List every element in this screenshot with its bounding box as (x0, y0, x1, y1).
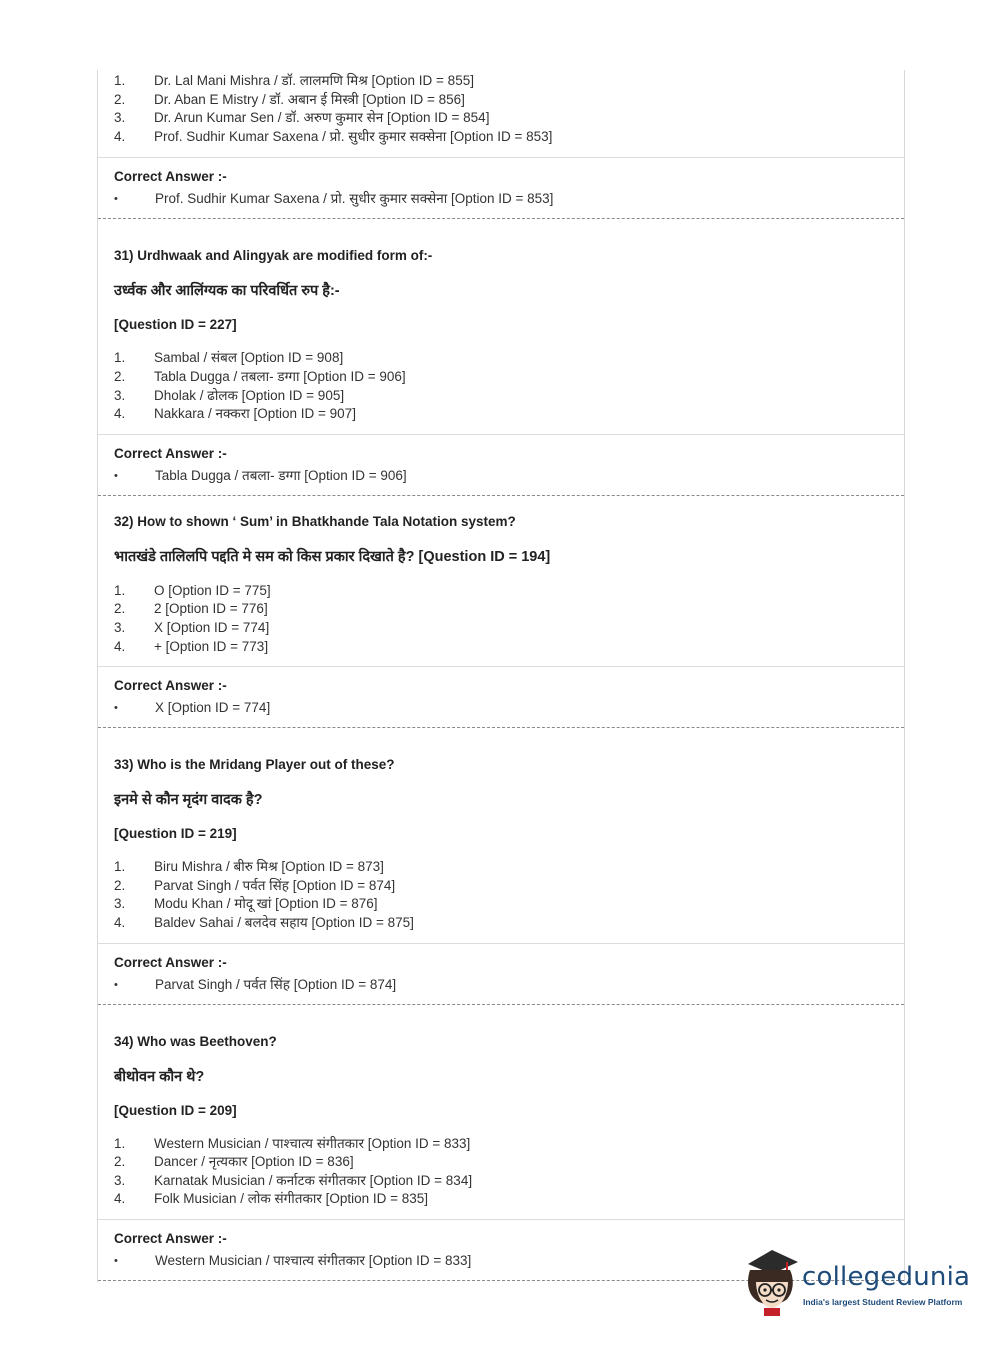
question-34 (98, 1005, 904, 1219)
correct-answer-label: Correct Answer :- (114, 678, 227, 694)
option-row: 2. Parvat Singh / पर्वत सिंह [Option ID = 874] (114, 877, 396, 893)
q32-answer-block (98, 666, 904, 728)
brand-name: collegedunia (802, 1262, 971, 1292)
q33-options (114, 855, 904, 932)
correct-answer-row (114, 466, 904, 486)
correct-answer-row (114, 189, 904, 209)
option-row: 3. Karnatak Musician / कर्नाटक संगीतकार [Option ID = 834] (114, 1172, 473, 1188)
bullet: • (114, 702, 118, 715)
question-id: [Question ID = 209] (114, 1102, 237, 1118)
bullet: • (114, 978, 118, 991)
option-row: 1. Dr. Lal Mani Mishra / डॉ. लालमणि मिश्र [Option ID = 855] (114, 73, 474, 88)
option-row: 3. Dr. Arun Kumar Sen / डॉ. अरुण कुमार सेन [Option ID = 854] (114, 110, 490, 126)
option-row: 4. + [Option ID = 773] (114, 638, 269, 654)
q31-answer-block (98, 434, 904, 496)
q30-answer-block (98, 157, 904, 219)
bullet: • (114, 1254, 118, 1267)
correct-answer-label: Correct Answer :- (114, 445, 227, 461)
question-text-en: 31) Urdhwaak and Alingyak are modified form of:- (114, 248, 433, 264)
question-text-en: 32) How to shown ‘ Sum’ in Bhatkhande Tala Notation system? (114, 513, 516, 529)
bullet: • (114, 193, 118, 206)
question-text-hi: भातखंडे तालिलपि पद्दति मे सम को किस प्रकार दिखाते है? [Question ID = 194] (114, 548, 551, 565)
q34-options (114, 1132, 904, 1209)
question-text-hi: बीथोवन कौन थे? (114, 1068, 205, 1085)
correct-answer-text: Parvat Singh / पर्वत सिंह [Option ID = 874] (155, 976, 397, 992)
question-33 (98, 728, 904, 942)
mascot-icon (742, 1248, 802, 1318)
q31-options (114, 346, 904, 423)
q30-options (98, 70, 904, 146)
question-text-hi: इनमे से कौन मृदंग वादक है? (114, 792, 263, 809)
correct-answer-text: Western Musician / पाश्चात्य संगीतकार [Option ID = 833] (155, 1252, 472, 1268)
exam-page (97, 70, 905, 1282)
question-32 (98, 496, 904, 666)
option-row: 3. Dholak / ढोलक [Option ID = 905] (114, 387, 345, 403)
option-row: 1. Sambal / संबल [Option ID = 908] (114, 350, 344, 366)
brand-tagline: India's largest Student Review Platform (803, 1297, 963, 1307)
correct-answer-label: Correct Answer :- (114, 1230, 227, 1246)
question-text-en: 34) Who was Beethoven? (114, 1033, 277, 1049)
question-text-en: 33) Who is the Mridang Player out of these? (114, 757, 395, 773)
correct-answer-label: Correct Answer :- (114, 169, 227, 185)
question-id: [Question ID = 219] (114, 826, 237, 842)
option-row: 2. Dr. Aban E Mistry / डॉ. अबान ई मिस्त्री [Option ID = 856] (114, 91, 465, 107)
option-row: 2. Dancer / नृत्यकार [Option ID = 836] (114, 1154, 354, 1170)
option-row: 2. 2 [Option ID = 776] (114, 601, 268, 617)
correct-answer-label: Correct Answer :- (114, 954, 227, 970)
option-row: 3. Modu Khan / मोदू खां [Option ID = 876] (114, 896, 378, 912)
option-row: 1. O [Option ID = 775] (114, 582, 271, 598)
option-row: 3. X [Option ID = 774] (114, 619, 270, 635)
question-text-hi: उर्ध्वक और आलिंग्यक का परिवर्धित रुप है:- (114, 283, 340, 300)
correct-answer-text: Prof. Sudhir Kumar Saxena / प्रो. सुधीर कुमार सक्सेना [Option ID = 853] (155, 191, 554, 207)
correct-answer-row (114, 698, 904, 718)
option-row: 4. Baldev Sahai / बलदेव सहाय [Option ID = 875] (114, 914, 414, 930)
question-31 (98, 219, 904, 433)
option-row: 1. Western Musician / पाश्चात्य संगीतकार [Option ID = 833] (114, 1135, 471, 1151)
q32-options (114, 579, 904, 656)
option-row: 4. Prof. Sudhir Kumar Saxena / प्रो. सुधीर कुमार सक्सेना [Option ID = 853] (114, 128, 553, 144)
bullet: • (114, 469, 118, 482)
correct-answer-text: Tabla Dugga / तबला- डग्गा [Option ID = 906] (155, 467, 407, 483)
option-row: 4. Folk Musician / लोक संगीतकार [Option ID = 835] (114, 1191, 429, 1207)
option-row: 1. Biru Mishra / बीरु मिश्र [Option ID = 873] (114, 859, 384, 875)
option-row: 2. Tabla Dugga / तबला- डग्गा [Option ID = 906] (114, 368, 406, 384)
option-row: 4. Nakkara / नक्करा [Option ID = 907] (114, 406, 356, 422)
collegedunia-logo (742, 1248, 972, 1318)
correct-answer-row (114, 975, 904, 995)
correct-answer-text: X [Option ID = 774] (155, 700, 271, 716)
question-id: [Question ID = 227] (114, 317, 237, 333)
q33-answer-block (98, 943, 904, 1005)
